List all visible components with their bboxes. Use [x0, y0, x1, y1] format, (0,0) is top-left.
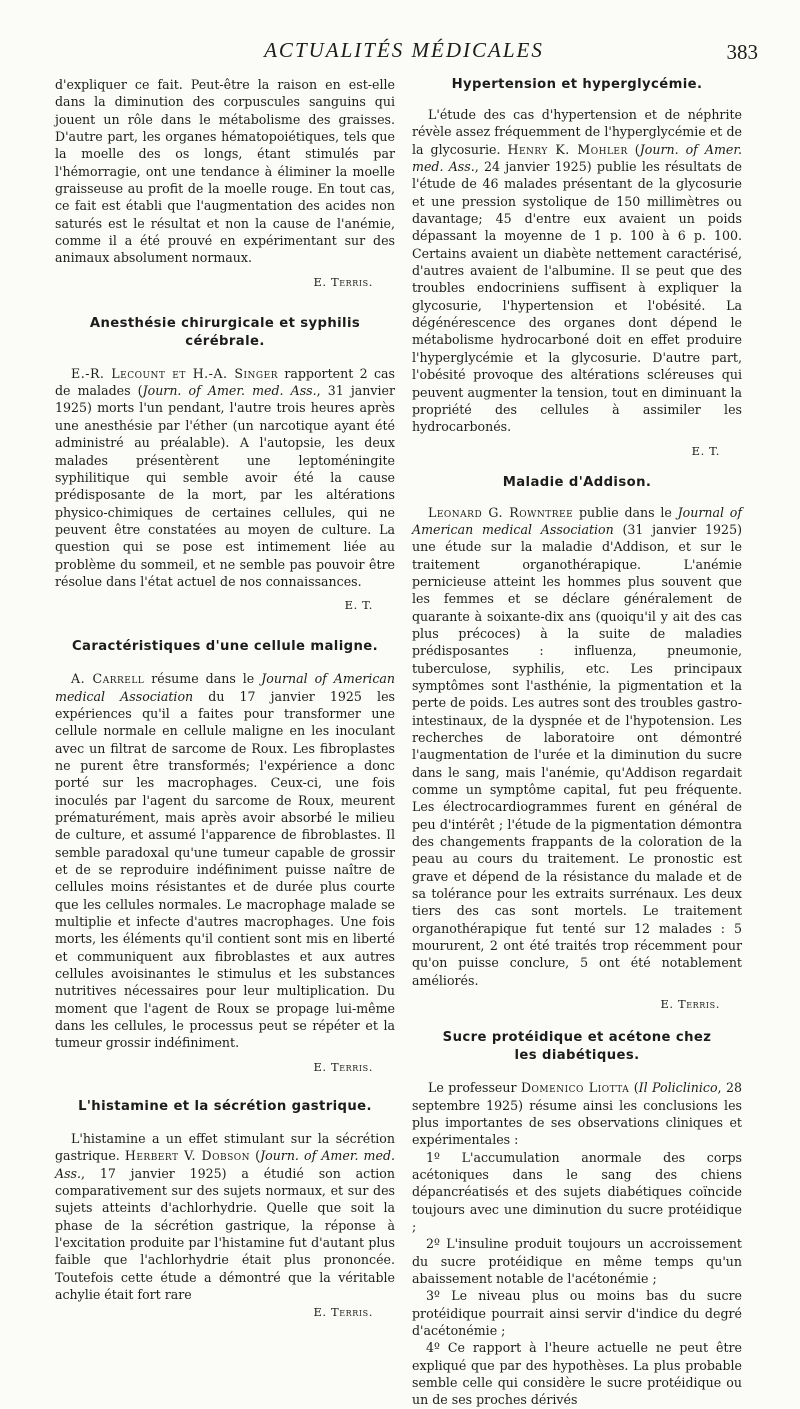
text-run: ( — [629, 1080, 639, 1096]
section-title: Hypertension et hyperglycémie. — [451, 77, 703, 92]
author-name: Herbert V. Dobson — [124, 1148, 251, 1164]
text-run: , 17 janvier 1925) a étudié son action comparativement sur des sujets normaux, et sur des sujets atteints d'achlorhydrie. Quelle que soit la phase de la sécrétion gastrique, la réponse à l'excitation produite par l'histamine fut d'autant plus faible que l'achlorhydrie était plus prononcée. Toutefois cette étude a démontré que la véritable achylie était fort rare — [55, 1165, 395, 1302]
conclusion-item: 2º L'insuline produit toujours un accroissement du sucre protéidique en même temps qu'un abaissement notable de l'acétonémie ; — [412, 1236, 742, 1286]
running-title: ACTUALITÉS MÉDICALES — [264, 38, 544, 62]
text-run: L'étude des cas d'hypertension et de néphrite révèle assez fréquemment de l'hyperglycémie et de la glycosurie. — [412, 107, 742, 157]
text-run: , 31 janvier 1925) morts l'un pendant, l'autre trois heures après une anesthésie par l'éther (un narcotique ayant été administré au préalable). A l'autopsie, les deux malades présentèrent une leptoméningite syphilitique qui semble avoir été la cause prédisposante de la mort, par les altérations physico-chimiques de certaines cellules, qui ne peuvent être constatées au moyen de culture. La question qui se pose est intimement liée au problème du sommeil, et ne semble pas pouvoir être résolue dans l'état actuel de nos connaissances. — [55, 383, 395, 589]
section-title: Anesthésie chirurgicale et syphilis cérébrale. — [89, 315, 361, 349]
section-paragraph — [55, 1130, 395, 1303]
conclusion-item: 4º Ce rapport à l'heure actuelle ne peut être expliqué que par des hypothèses. La plus probable semble celle qui considère le sucre protéidique ou un de ses proches dérivés — [412, 1340, 742, 1408]
author-name: Domenico Liotta — [520, 1080, 630, 1096]
journal-reference: Journ. of Amer. med. Ass. — [55, 1148, 396, 1181]
journal-reference: Il Policlinico — [638, 1080, 718, 1096]
text-run: Le professeur — [428, 1080, 521, 1096]
text-run: (31 janvier 1925) une étude sur la maladie d'Addison, et sur le traitement organothérapique. L'anémie pernicieuse atteint les hommes plus souvent que les femmes et se déclare généralement de quarante à soixante-dix ans (quoiqu'il y ait des cas plus précoces) à la suite de maladies prédisposantes : influenza, pneumonie, tuberculose, syphilis, etc. Les principaux symptômes sont l'asthénie, la pigmentation et la perte de poids. Les autres sont des troubles gastro-intestinaux, de la dyspnée et de l'hypotension. Les recherches de laboratoire ont démontré l'augmentation de l'urée et la diminution du sucre dans le sang, mais l'anémie, qu'Addison regardait comme un symptôme capital, fut peu fréquente. Les électrocardiogrammes furent en général de peu d'intérêt ; l'étude de la pigmentation démontra des changements frappants de la coloration de la peau au cours du traitement. Le pronostic est grave et dépend de la résistance du malade et de sa tolérance pour les extraits surrénaux. Les deux tiers des cas sont mortels. Le traitement organothérapique fut tenté sur 12 malades : 5 moururent, 2 ont été traités trop récemment pour qu'on puisse conclure, 5 ont été notablement améliorés. — [412, 521, 742, 988]
signature: E. Terris. — [313, 1059, 373, 1074]
text-run: rapportent 2 cas de malades ( — [55, 365, 395, 399]
text-run: ( — [250, 1148, 261, 1164]
left-column — [55, 76, 395, 1319]
author-name: Henry K. Mohler — [507, 141, 628, 157]
signature: E. Terris. — [313, 274, 373, 289]
section-title: Sucre protéidique et acétone chez les diabétiques. — [442, 1030, 712, 1064]
journal-reference: Journ. of Amer. med. Ass. — [142, 383, 317, 399]
running-header — [50, 38, 758, 72]
text-run: , 28 septembre 1925) résume ainsi les conclusions les plus importantes de ses observations cliniques et expérimentales : — [412, 1080, 742, 1148]
section-paragraph — [55, 365, 395, 590]
section-title: L'histamine et la sécrétion gastrique. — [78, 1098, 372, 1114]
signature: E. Terris. — [313, 1305, 373, 1320]
page-number: 383 — [726, 40, 758, 64]
signature: E. T. — [344, 598, 373, 613]
author-name: E.-R. Lecount et H.-A. Singer — [71, 365, 278, 381]
signature: E. T. — [691, 443, 720, 458]
section-title: Maladie d'Addison. — [502, 474, 652, 490]
journal-reference: Journ. of Amer. med. Ass. — [412, 141, 742, 175]
journal-reference: Journal of American medical Association — [55, 671, 395, 704]
section-paragraph — [55, 670, 395, 1052]
conclusion-item: 3º Le niveau plus ou moins bas du sucre protéidique pourrait ainsi servir d'indice du degré d'acétonémie ; — [412, 1288, 742, 1338]
text-run: publie dans le — [573, 504, 678, 520]
conclusion-item: 1º L'accumulation anormale des corps acétoniques dans le sang des chiens dépancréatisés et des sujets diabétiques coïncide toujours avec une diminution du sucre protéidique ; — [412, 1149, 742, 1234]
section-paragraph — [412, 1079, 742, 1148]
section-title: Caractéristiques d'une cellule maligne. — [71, 639, 379, 655]
section-paragraph — [412, 504, 742, 990]
author-name: A. Carrell — [71, 671, 145, 687]
section-paragraph — [412, 106, 742, 436]
signature: E. Terris. — [660, 997, 720, 1012]
intro-paragraph: d'expliquer ce fait. Peut-être la raison en est-elle dans la diminution des corpuscules sanguins qui jouent un rôle dans le métabolisme des graisses. D'autre part, les organes hématopoiétiques, tels que la moelle des os longs, étant stimulés par l'hémorragie, ont une tendance à éliminer la moelle graisseuse au profit de la moelle rouge. En tout cas, ce fait est établi que l'augmentation des acides non saturés est le résultat et non la cause de l'anémie, comme il a été prouvé en expérimentant sur des animaux absolument normaux. — [55, 77, 395, 266]
text-run: résume dans le — [144, 671, 262, 687]
text-run: du 17 janvier 1925 les expériences qu'il a faites pour transformer une cellule normale en cellule maligne en les inoculant avec un filtrat de sarcome de Roux. Les fibroplastes ne purent être transformés; l'expérience a donc porté sur les macrophages. Ceux-ci, une fois inoculés par l'agent du sarcome de Roux, meurent prématurément, mais après avoir absorbé le milieu de culture, et assumé l'apparence de fibroblastes. Il semble paradoxal qu'une tumeur capable de grossir et de se reproduire indéfiniment puisse naître de cellules moins résistantes et de durée plus courte que les cellules normales. Le macrophage malade se multiplie et infecte d'autres macrophages. Une fois morts, les éléments qu'il contient sont mis en liberté et communiquent aux fibroblastes et aux autres cellules avoisinantes le stimulus et les substances nutritives nécessaires pour leur multiplication. Du moment que l'agent de Roux se propage lui-même dans les cellules, le processus peut se répéter et la tumeur grossir indéfiniment. — [55, 688, 395, 1051]
text-run: ( — [627, 141, 640, 157]
journal-reference: Journal of American medical Association — [412, 504, 742, 537]
text-run: L'histamine a un effet stimulant sur la sécrétion gastrique. — [55, 1130, 395, 1164]
text-run: , 24 janvier 1925) publie les résultats de l'étude de 46 malades présentant de la glycosurie et une pression systolique de 150 millimètres ou davantage; 45 d'entre eux avaient un poids dépassant la moyenne de 1 p. 100 à 6 p. 100. Certains avaient un diabète nettement caractérisé, d'autres avaient de l'albumine. Il se peut que des troubles endocriniens suffisent à expliquer la glycosurie, l'hypertension et l'obésité. La dégénérescence des organes dont dépend le métabolisme hydrocarboné doit en effet produire l'hyperglycémie et la glycosurie. D'autre part, l'obésité provoque des altérations scléreuses qui peuvent augmenter la tension, tout en diminuant la propriété des cellules à assimiler les hydrocarbonés. — [412, 159, 742, 435]
author-name: Leonard G. Rowntree — [428, 504, 574, 520]
right-column — [412, 76, 742, 1409]
